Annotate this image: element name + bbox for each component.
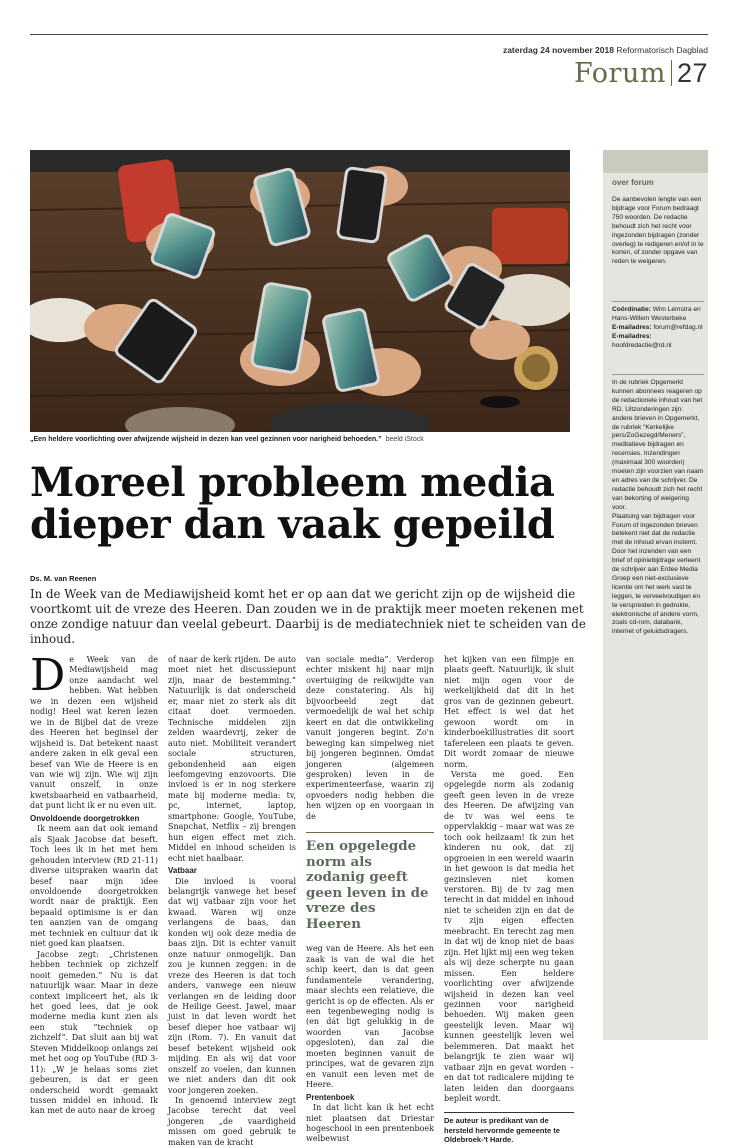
photo-caption [30, 436, 590, 443]
email-editor[interactable]: hoofdredactie@rd.nl [612, 341, 672, 349]
coord-label: Coördinatie: [612, 306, 651, 313]
paragraph: In genoemd interview zegt Jacobse terecht dat veel jongeren „de vaardigheid missen om goed gebruik te maken van de kracht [168, 1096, 296, 1147]
section-header [574, 58, 708, 89]
subheading: Onvoldoende doorgetrokken [30, 813, 140, 823]
sidebar-divider [612, 301, 704, 302]
paper-name: Reformatorisch Dagblad [616, 45, 708, 55]
section-divider [671, 60, 672, 86]
email-label: E-mailadres: [612, 323, 652, 331]
paragraph: De Week van de Mediawijsheid mag onze aandacht wel hebben. Wat hebben we in dezen een wijsheid nodig! Heel wat keren lezen we in de Bijbel dat de vreze des Heeren het beginsel der wijsheid is. Dat betekent naast andere zaken in elk geval een besef van Wie de Heere is en van wie wij zijn. Wie wij zijn vanuit onszelf, in onze kwetsbaarheid en vatbaarheid, dat punt licht ik er nu even uit. [30, 650, 158, 811]
issue-date: zaterdag 24 november 2018 [502, 45, 614, 55]
article-photo [30, 150, 570, 432]
sidebar-paragraph: Door het inzenden van een brief of opiniebijdrage verleent de schrijver aan Erdee Media Groep een niet-exclusieve licentie om het werk vast te leggen, te verveelvoudigen en te verspreiden in gedrukte, elektronische of andere vorm, zoals cd-rom, databank, internet of geluidsdragers. [612, 548, 701, 636]
headline-line-1: Moreel probleem media [30, 459, 555, 506]
article-column-1 [30, 650, 158, 1117]
section-name: Forum [574, 58, 666, 89]
page-number: 27 [676, 58, 708, 88]
article-column-3 [306, 655, 434, 1145]
phones-on-table-illustration [30, 150, 570, 432]
article-headline [30, 459, 590, 548]
paragraph: of naar de kerk rijden. De auto moet niet het discussiepunt zijn, maar de bestemming.” Natuurlijk is dat onderscheid er, maar niet zo sterk als dit citaat doet vermoeden. Technische middelen zijn zelden waardevrij, zeker de auto niet. Mobiliteit verandert sociale structuren, gebondenheid aan eigen leefomgeving enzovoorts. Die invloed is er in nog sterkere mate bij moderne media: tv, pc, internet, laptop, smartphone: Google, YouTube, Snapchat, Netflix – zij brengen hun eigen effect met zich. Middel en inhoud scheiden is echt niet haalbaar. [168, 655, 296, 863]
paragraph: Die invloed is vooral belangrijk vanwege het besef dat wij vatbaar zijn voor het kwaad. Waren wij onze verlangens de baas, dan konden wij ook deze media de baas zijn. Dit is echter vanuit onze natuur onmogelijk. Dan zou je kunnen zeggen: in de vreze des Heeren is dat toch anders, vanwege een nieuw verlangen en de leiding door de Heilige Geest. Jawel, maar juist in dat leven wordt het besef dieper hoe vatbaar wij zijn (Rom. 7). En vanuit dat besef betekent wijsheid ook mijding. En als wij dat voor onszelf zo voelen, dan kunnen we niet anders dan dit ook voor jongeren zoeken. [168, 876, 296, 1095]
paragraph: het kijken van een filmpje en plaats geeft. Natuurlijk, ik sluit niet mijn ogen voor de werkelijkheid dat dit in het gros van de gezinnen gebeurt. Het effect is wel dat het gewoon wordt om in kinderboekillustraties dit soort tafereleen een plaats te geven. Dit wordt zomaar de nieuwe norm. [444, 655, 574, 769]
sidebar-title: over forum [612, 178, 654, 187]
email-forum[interactable]: forum@refdag.nl [653, 323, 703, 331]
paragraph: Versta me goed. Een opgelegde norm als zodanig geeft geen leven in de vreze des Heeren. De afwijzing van de tv was wel eens te oppervlakkig – maar wat was ze toch ook heilzaam! Ik zun het kinderen nu ook, dat zij opgroeien in een wereld waarin in het gewoon is dat media het gezinsleven niet komen verstoren. Bij de tv zag men terecht in dat middel en inhoud niet te scheiden zijn en dat de tv zijn eigen effecten meebracht. En terecht zag men in dat wij de knop niet de baas zijn. Het lijkt mij een weg teken als wij deze scherpte nu gaan missen. Een heldere voorlichting over afwijzende wijsheid in dezen kan veel gezinnen voor narigheid behoeden. Wij maken geen geestelijk leven. Maar wij kunnen geestelijk leven wel belemmeren. Dat maakt het belangrijk te zien waar wij vatbaar zijn en gevat worden – en dat tot radicalere mijding te laten leiden dan doorgaans bepleit wordt. [444, 769, 575, 1104]
caption-text: „Een heldere voorlichting over afwijzende wijsheid in dezen kan veel gezinnen voor narigheid behoeden.” [30, 436, 382, 443]
pull-quote: Een opgelegde norm als zodanig geeft geen leven in de vreze des Heeren [306, 832, 434, 932]
sidebar-header-bar [603, 150, 708, 173]
dateline [503, 45, 708, 55]
article-column-2 [168, 655, 296, 1148]
coord-value: Wim Lemstra en Hans-Willem Westerbeke [612, 306, 701, 322]
sidebar-rules [612, 379, 704, 637]
subheading: Vatbaar [168, 866, 197, 876]
byline: Ds. M. van Reenen [30, 574, 97, 583]
sidebar-contacts [612, 306, 704, 351]
sidebar-divider [612, 374, 704, 375]
author-note: De auteur is predikant van de hersteld hervormde gemeente te Oldebroek-'t Harde. [444, 1112, 574, 1145]
photo-credit: beeld iStock [385, 436, 424, 443]
article-intro: In de Week van de Mediawijsheid komt het er op aan dat we gericht zijn op de wijsheid die voortkomt uit de vreze des Heeren. Dan zouden we in de praktijk meer moeten rekenen met onze zondige natuur dan veelal gebeurt. Daarbij is de mediatechniek niet te scheiden van de inhoud. [30, 587, 586, 646]
headline-line-2: dieper dan vaak gepeild [30, 501, 555, 548]
email-label: E-mailadres: [612, 332, 652, 340]
paragraph: weg van de Heere. Als het een zaak is van de wal die het schip keert, dan is dat geen fundamentele verandering, maar slechts een relatieve, die gericht is op de effecten. Als er een tegenbeweging nodig is (en dát ligt gelukkig in de woorden van Jacobse opgesloten), dan zal die moeten beginnen vanuit de principes, wat de gevaren zijn en vanuit een leven met de Heere. [306, 944, 434, 1090]
paragraph: In dat licht kan ik het echt niet plaatsen dat Driestar hogeschool in een prentenboek welbewust [306, 1103, 434, 1144]
dropcap: D [30, 650, 66, 701]
article-column-4 [444, 655, 574, 1145]
sidebar-intro: De aanbevolen lengte van een bijdrage voor Forum bedraagt 750 woorden. De redactie behoudt zich het recht voor ingezonden bijdragen (zonder overleg) te redigeren en/of in te korten, of zonder opgave van reden te weigeren. [612, 196, 704, 266]
paragraph: Ik neem aan dat ook iemand als Sjaak Jacobse dat beseft. Toch lees ik in het met hem gehouden interview (RD 21-11) diverse uitspraken waarin dat besef naar mijn idee onvoldoende doorgetrokken wordt naar de praktijk. Een bepaald optimisme is er dan ten aanzien van de omgang met techniek en cultuur dat ik niet goed kan plaatsen. [30, 824, 158, 949]
paragraph: van sociale media”. Verderop echter miskent hij naar mijn overtuiging de reikwijdte van deze constatering. Als hij bijvoorbeeld zegt dat vermoedelijk de wal het schip keert en dat die ontwikkeling vanuit jongeren begint. Zo'n beweging kan simpelweg niet bij jongeren beginnen. Omdat jongeren (algemeen gesproken) leven in de experimenteerfase, waarin zij opvoeders nodig hebben die hen wijzen op en voorgaan in de [306, 655, 434, 821]
subheading: Prentenboek [306, 1092, 355, 1102]
top-rule [30, 34, 708, 35]
sidebar-paragraph: Plaatsing van bijdragen voor Forum of ingezonden brieven betekent niet dat de redactie met de inhoud ervan instemt. [612, 512, 698, 547]
sidebar-paragraph: In de rubriek Opgemerkt kunnen abonnees reageren op de redactionele inhoud van het RD. Uitzonderingen zijn: andere brieven in Opgemerkt, de rubriek “Kerkelijke pers/ZoGezegd/Meners”, meditatieve bijdragen en recensies. Inzendingen (maximaal 300 woorden) moeten zijn voorzien van naam en adres van de schrijver. De redactie behoudt zich het recht van bekorting of weigering voor. [612, 379, 704, 511]
paragraph: Jacobse zegt: „Christenen hebben techniek op zichzelf nooit gemeden.” Nu is dat natuurlijk waar. Maar in deze context impliceert het, als ik het goed lees, dat je ook moderne media kunt zien als een stuk “techniek op zichzelf”. Dat sluit aan bij wat Steven Middelkoop onlangs zei met het oog op YouTube (RD 3-11): „W je helaas soms ziet gebeuren, is dat er geen onderscheid wordt gemaakt tussen middel en inhoud. Ik kan met de auto naar de kroeg [30, 949, 158, 1116]
